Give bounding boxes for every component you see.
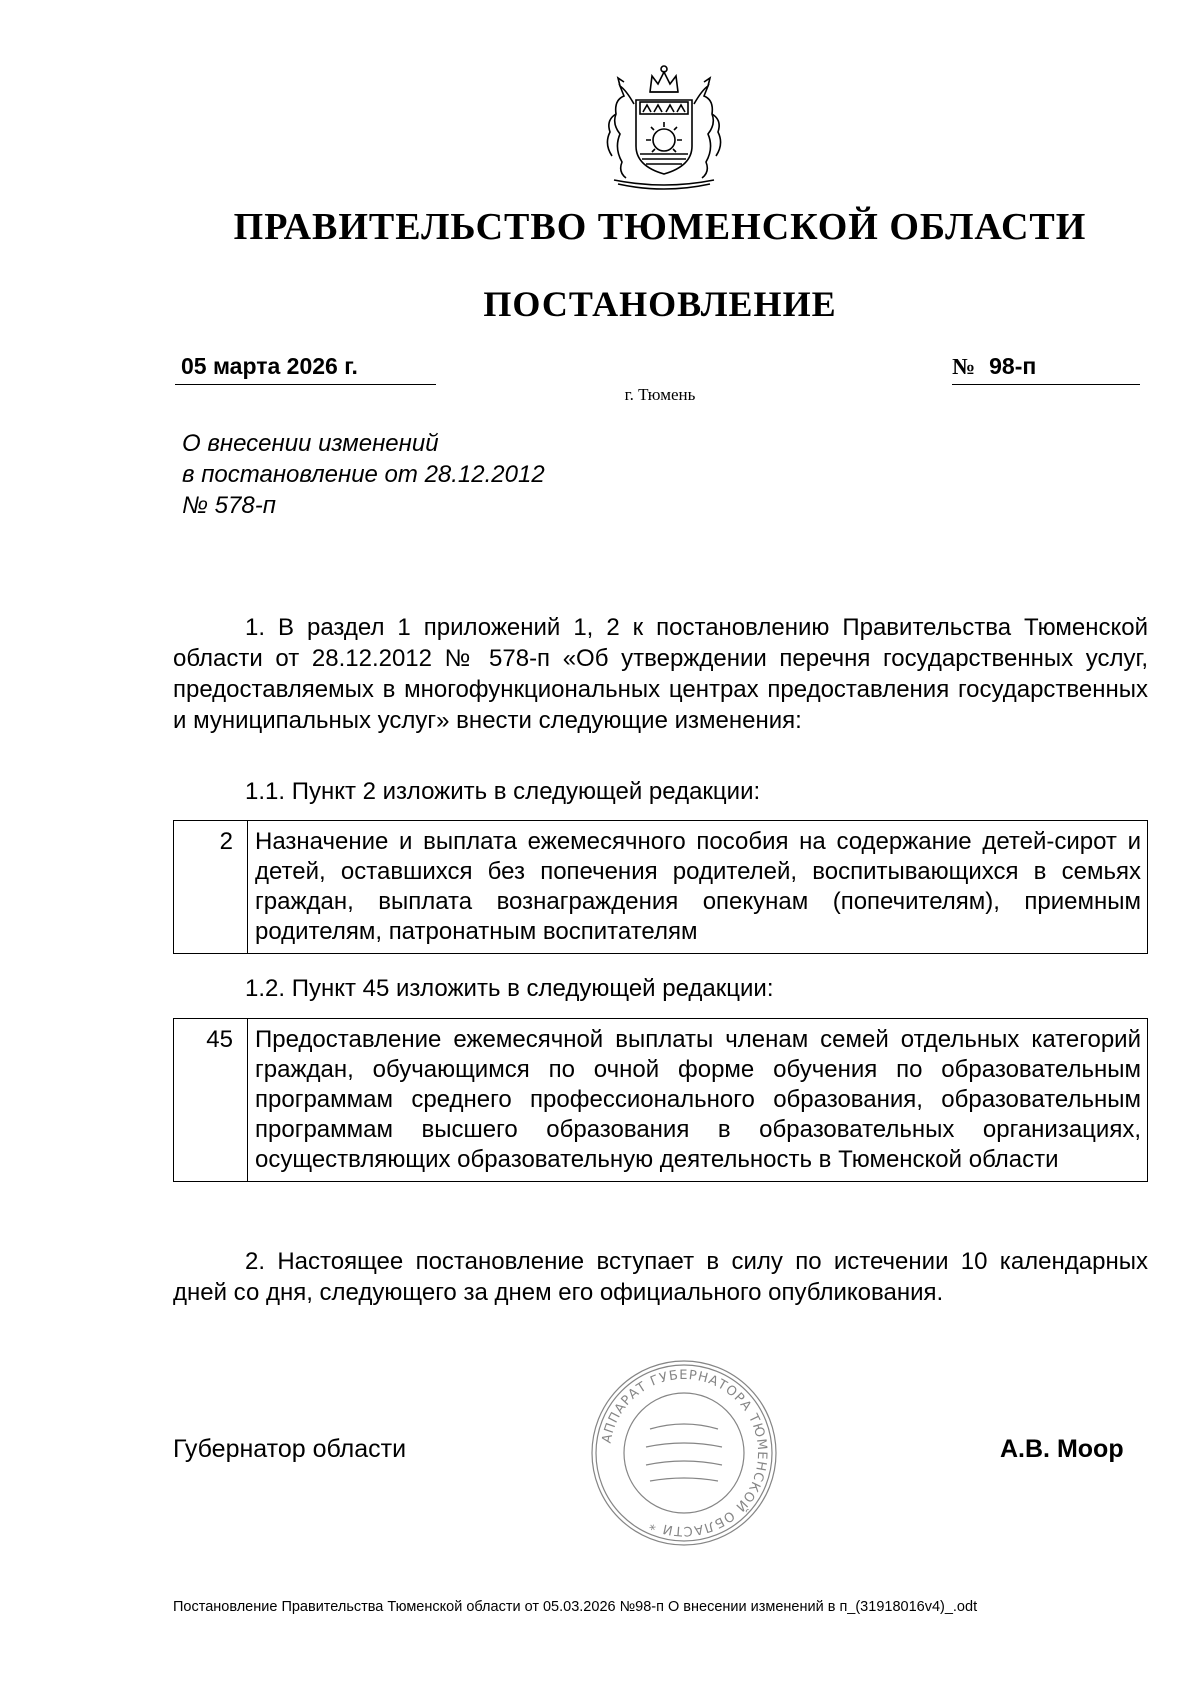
coat-of-arms-icon bbox=[596, 62, 732, 190]
item-number-cell: 45 bbox=[174, 1019, 248, 1182]
signer-position: Губернатор области bbox=[173, 1435, 407, 1463]
paragraph-1: 1. В раздел 1 приложений 1, 2 к постановлению Правительства Тюменской области от 28.12.2012 № 578-п «Об утверждении перечня государственных услуг, предоставляемых в многофункциональных центрах предоставления государственных и муниципальных услуг» внести следующие изменения: bbox=[173, 614, 1148, 734]
number-sign: № bbox=[952, 354, 976, 379]
document-number-field bbox=[952, 353, 1140, 385]
replacement-table-item-45 bbox=[173, 1018, 1148, 1182]
item-number-cell: 2 bbox=[174, 821, 248, 954]
table-row bbox=[174, 1019, 1148, 1182]
paragraph-2: 2. Настоящее постановление вступает в силу по истечении 10 календарных дней со дня, следующего за днем его официального опубликования. bbox=[173, 1248, 1148, 1306]
paragraph-1-1: 1.1. Пункт 2 изложить в следующей редакции: bbox=[245, 778, 761, 805]
document-subject bbox=[182, 428, 545, 521]
table-row bbox=[174, 821, 1148, 954]
subject-line: О внесении изменений bbox=[182, 430, 439, 457]
official-seal-stamp bbox=[588, 1357, 780, 1549]
signer-name: А.В. Моор bbox=[1000, 1435, 1124, 1463]
footer-file-name: Постановление Правительства Тюменской области от 05.03.2026 №98-п О внесении изменений в п_(31918016v4)_.odt bbox=[173, 1599, 978, 1615]
document-date: 05 марта 2026 г. bbox=[175, 353, 436, 385]
item-text-cell: Назначение и выплата ежемесячного пособия на содержание детей-сирот и детей, оставшихся без попечения родителей, воспитывающихся в семьях граждан, выплата вознаграждения опекунам (попечителям), приемным родителям, патронатным воспитателям bbox=[248, 821, 1148, 954]
replacement-table-item-2 bbox=[173, 820, 1148, 954]
item-text-cell: Предоставление ежемесячной выплаты членам семей отдельных категорий граждан, обучающимся по очной форме обучения по образовательным программам среднего профессионального образования, образовательным программам высшего образования в образовательных организациях, осуществляющих образовательную деятельность в Тюменской области bbox=[248, 1019, 1148, 1182]
svg-text:АППАРАТ ГУБЕРНАТОРА ТЮМЕНСКОЙ: АППАРАТ ГУБЕРНАТОРА ТЮМЕНСКОЙ ОБЛАСТИ * bbox=[599, 1367, 770, 1539]
document-city: г. Тюмень bbox=[624, 385, 696, 404]
subject-line: № 578-п bbox=[182, 492, 276, 519]
subject-line: в постановление от 28.12.2012 bbox=[182, 461, 545, 488]
document-type-title: ПОСТАНОВЛЕНИЕ bbox=[483, 284, 837, 324]
document-number: 98-п bbox=[989, 353, 1037, 379]
paragraph-1-2: 1.2. Пункт 45 изложить в следующей редакции: bbox=[245, 975, 774, 1002]
organization-title: ПРАВИТЕЛЬСТВО ТЮМЕНСКОЙ ОБЛАСТИ bbox=[233, 206, 1087, 248]
